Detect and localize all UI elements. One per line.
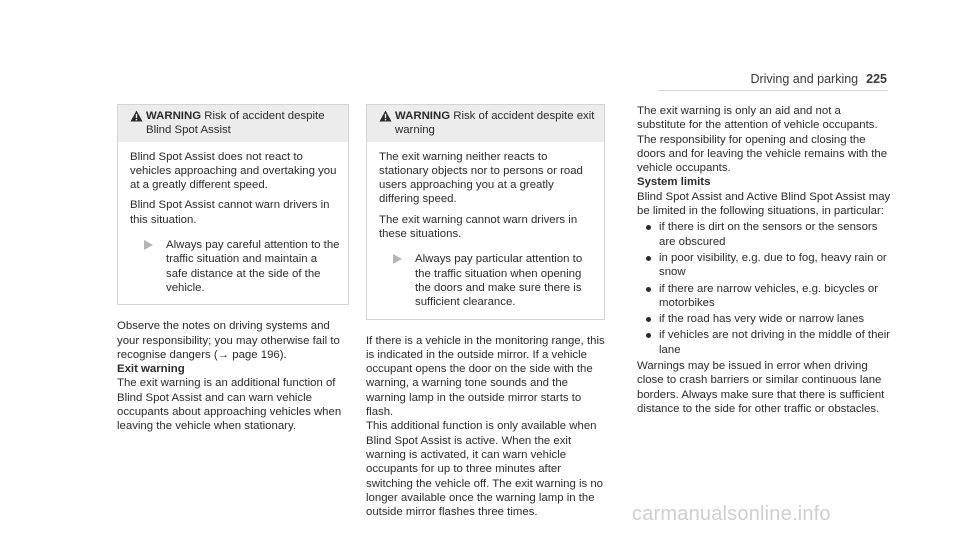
- page-header: [750, 72, 887, 86]
- closing-text: Warnings may be issued in error when driving close to crash barriers or similar continuous lane borders. Always make sure that there is sufficient distance to the side for other traffic or obstacles.: [637, 360, 885, 415]
- warning-text: Blind Spot Assist cannot warn drivers in this situation.: [130, 199, 330, 226]
- warning-header: [367, 105, 604, 142]
- additional-function-text: This additional function is only available when Blind Spot Assist is active. When the exit warning is activated, it can warn vehicle occupants for up to three minutes after switching the vehicle off. The exit warning is no longer available once the warning lamp in the outside mirror flashes three times.: [366, 420, 604, 519]
- column-3: [637, 104, 892, 416]
- page-number: 225: [866, 72, 887, 86]
- warning-body: [367, 142, 604, 319]
- warning-heading: [146, 109, 340, 138]
- warning-triangle-icon: [379, 110, 395, 138]
- action-arrow-icon: [144, 240, 158, 295]
- warning-label: WARNING: [395, 110, 451, 122]
- system-limits-intro: Blind Spot Assist and Active Blind Spot Assist may be limited in the following situations, in particular:: [637, 190, 891, 218]
- watermark: carmanualsonline.info: [632, 503, 831, 525]
- warning-box-exit-warning: [366, 104, 605, 320]
- list-item: in poor visibility, e.g. due to fog, heavy rain or snow: [637, 251, 892, 280]
- list-item: if there is dirt on the sensors or the sensors are obscured: [637, 220, 892, 249]
- action-arrow-icon: [393, 254, 407, 309]
- column-2: [366, 104, 605, 519]
- warning-action-text: Always pay careful attention to the traffic situation and maintain a safe distance at the side of the vehicle.: [166, 239, 340, 294]
- exit-warning-text: The exit warning is an additional function of Blind Spot Assist and can warn vehicle occupants about approaching vehicles when leaving the vehicle when stationary.: [117, 377, 342, 433]
- list-item: if vehicles are not driving in the middle of their lane: [637, 328, 892, 357]
- warning-title: Risk of accident despite exit warning: [395, 110, 595, 137]
- warning-text: The exit warning cannot warn drivers in these situations.: [379, 213, 578, 241]
- column-1: [117, 104, 349, 434]
- observe-note: Observe the notes on driving systems and your responsibility; you may otherwise fail to recognise dangers (→ page 196).: [117, 320, 340, 361]
- exit-warning-aid-text: The exit warning is only an aid and not a substitute for the attention of vehicle occupants. The responsibility for opening and closing the doors and for leaving the vehicle remains with the vehicle occupants.: [637, 105, 888, 175]
- warning-box-blind-spot: [117, 104, 349, 305]
- warning-label: WARNING: [146, 110, 202, 122]
- warning-action-text: Always pay particular attention to the traffic situation when opening the doors and make sure there is sufficient clearance.: [415, 253, 583, 309]
- warning-body: [118, 142, 348, 305]
- monitoring-text: If there is a vehicle in the monitoring range, this is indicated in the outside mirror. If a vehicle occupant opens the door on the side with the warning, a warning tone sounds and the warning lamp in the outside mirror starts to flash.: [366, 334, 605, 419]
- warning-text: Blind Spot Assist does not react to vehicles approaching and overtaking you at a greatly different speed.: [130, 150, 337, 192]
- system-limits-list: [637, 220, 892, 357]
- warning-text: The exit warning neither reacts to stationary objects nor to persons or road users approaching you at a greatly differing speed.: [379, 150, 583, 206]
- section-title: Driving and parking: [750, 72, 859, 86]
- warning-triangle-icon: [130, 110, 146, 138]
- list-item: if the road has very wide or narrow lanes: [637, 312, 892, 326]
- header-divider: [658, 90, 888, 91]
- warning-title: Risk of accident despite Blind Spot Assist: [146, 110, 325, 137]
- list-item: if there are narrow vehicles, e.g. bicycles or motorbikes: [637, 282, 892, 311]
- warning-action: [130, 238, 340, 295]
- warning-action: [379, 252, 596, 309]
- section-heading-system-limits: System limits: [637, 176, 711, 189]
- warning-heading: [395, 109, 596, 138]
- section-heading-exit-warning: Exit warning: [117, 363, 185, 376]
- warning-header: [118, 105, 348, 142]
